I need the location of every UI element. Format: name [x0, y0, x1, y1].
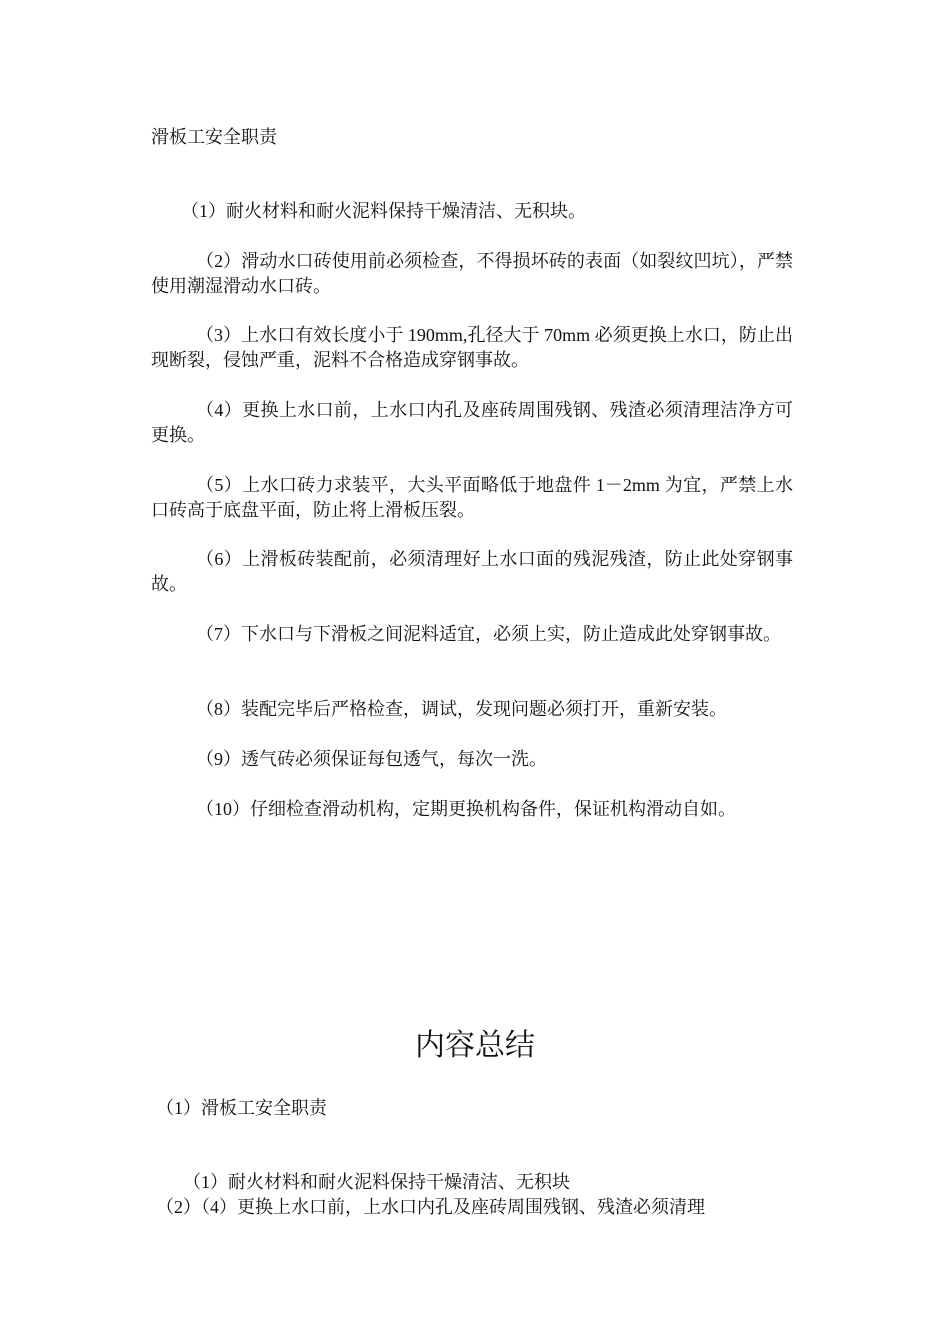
paragraph-2: （2）滑动水口砖使用前必须检查，不得损坏砖的表面（如裂纹凹坑），严禁使用潮湿滑动水口砖。	[151, 251, 793, 296]
document-title: 滑板工安全职责	[151, 127, 277, 147]
paragraph-1: （1）耐火材料和耐火泥料保持干燥清洁、无积块。	[181, 201, 586, 221]
paragraph-6: （6）上滑板砖装配前，必须清理好上水口面的残泥残渣，防止此处穿钢事故。	[151, 549, 793, 594]
paragraph-5: （5）上水口砖力求装平，大头平面略低于地盘件 1－2mm 为宜，严禁上水口砖高于底盘平面，防止将上滑板压裂。	[151, 475, 793, 520]
paragraph-8: （8）装配完毕后严格检查，调试，发现问题必须打开，重新安装。	[196, 699, 727, 719]
summary-line-2: （1）耐火材料和耐火泥料保持干燥清洁、无积块	[183, 1172, 570, 1192]
paragraph-4: （4）更换上水口前，上水口内孔及座砖周围残钢、残渣必须清理洁净方可更换。	[151, 400, 793, 445]
paragraph-10: （10）仔细检查滑动机构，定期更换机构备件，保证机构滑动自如。	[196, 799, 736, 819]
paragraph-9: （9）透气砖必须保证每包透气，每次一洗。	[196, 749, 547, 769]
summary-line-3: （2）（4）更换上水口前，上水口内孔及座砖周围残钢、残渣必须清理	[156, 1197, 705, 1217]
summary-heading: 内容总结	[415, 1029, 535, 1062]
paragraph-3: （3）上水口有效长度小于 190mm,孔径大于 70mm 必须更换上水口，防止出现断裂，侵蚀严重，泥料不合格造成穿钢事故。	[151, 325, 793, 370]
summary-line-1: （1）滑板工安全职责	[156, 1098, 327, 1118]
paragraph-7: （7）下水口与下滑板之间泥料适宜，必须上实，防止造成此处穿钢事故。	[196, 624, 781, 644]
